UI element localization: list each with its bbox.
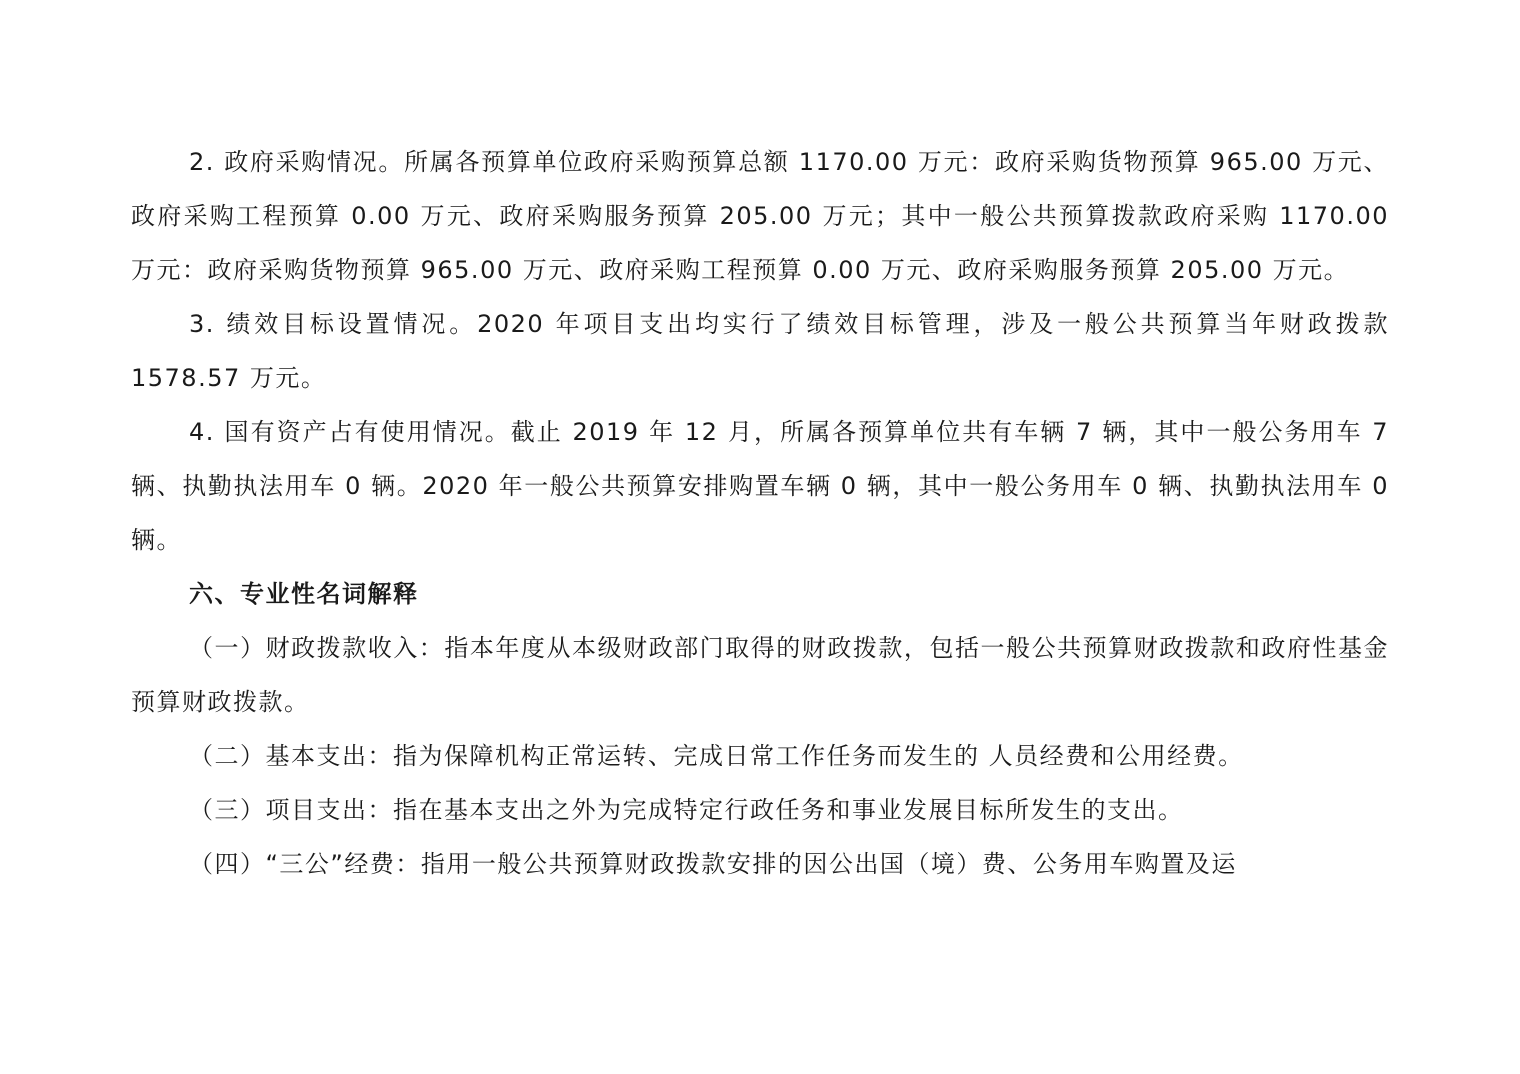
document-body <box>131 135 1389 891</box>
definition-three-public-expenses: （四）“三公”经费：指用一般公共预算财政拨款安排的因公出国（境）费、公务用车购置及运 <box>189 850 1237 878</box>
definition-project-expenditure: （三）项目支出：指在基本支出之外为完成特定行政任务和事业发展目标所发生的支出。 <box>189 796 1184 824</box>
section-heading-terms: 六、专业性名词解释 <box>189 580 419 608</box>
definition-fiscal-allocation-income: （一）财政拨款收入：指本年度从本级财政部门取得的财政拨款，包括一般公共预算财政拨款和政府性基金预算财政拨款。 <box>131 634 1389 716</box>
paragraph-performance-targets: 3. 绩效目标设置情况。2020 年项目支出均实行了绩效目标管理，涉及一般公共预算当年财政拨款 1578.57 万元。 <box>131 310 1389 392</box>
paragraph-state-assets: 4. 国有资产占有使用情况。截止 2019 年 12 月，所属各预算单位共有车辆 7 辆，其中一般公务用车 7 辆、执勤执法用车 0 辆。2020 年一般公共预算安排购置车辆 0 辆，其中一般公务用车 0 辆、执勤执法用车 0 辆。 <box>131 418 1389 554</box>
paragraph-government-procurement: 2. 政府采购情况。所属各预算单位政府采购预算总额 1170.00 万元：政府采购货物预算 965.00 万元、政府采购工程预算 0.00 万元、政府采购服务预算 205.00 万元；其中一般公共预算拨款政府采购 1170.00 万元：政府采购货物预算 965.00 万元、政府采购工程预算 0.00 万元、政府采购服务预算 205.00 万元。 <box>131 148 1389 284</box>
definition-basic-expenditure: （二）基本支出：指为保障机构正常运转、完成日常工作任务而发生的 人员经费和公用经费。 <box>189 742 1244 770</box>
